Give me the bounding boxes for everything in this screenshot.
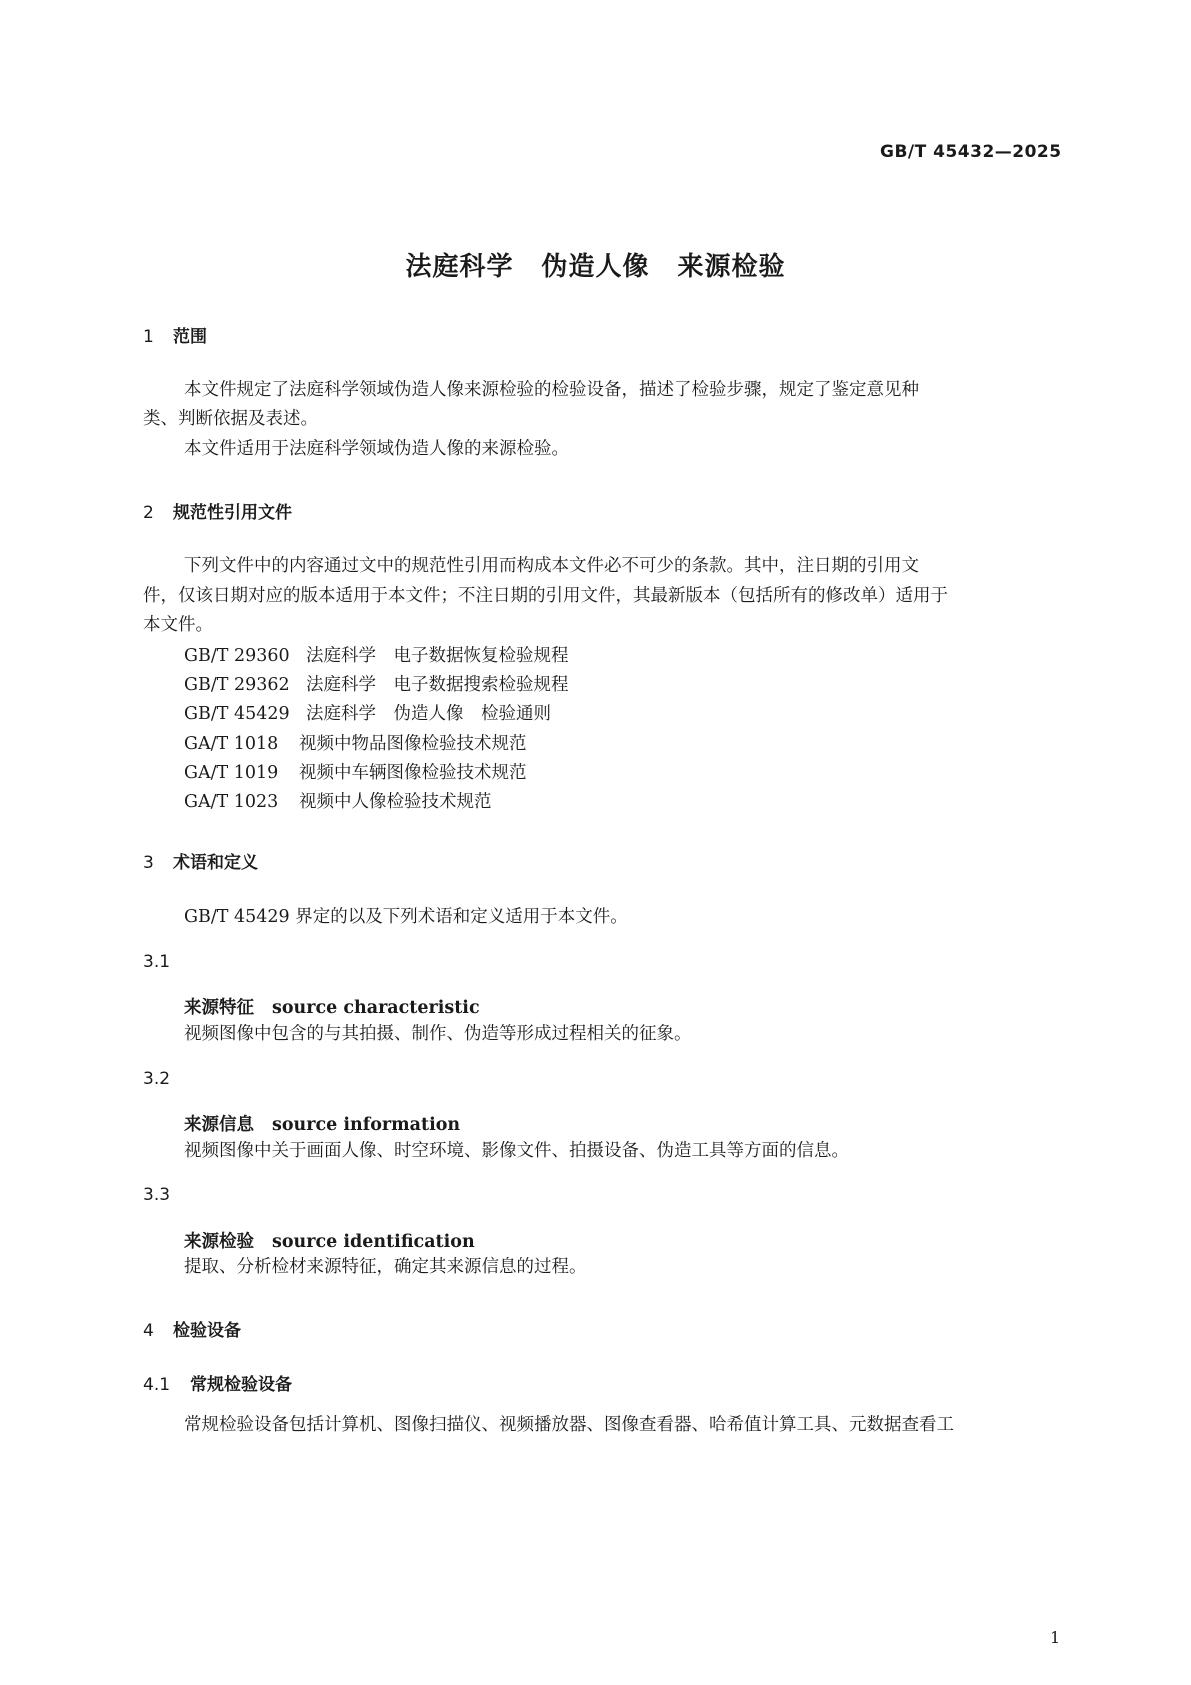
reference-code: GB/T 29362	[184, 675, 290, 695]
reference-item	[184, 788, 492, 813]
section-3-intro: GB/T 45429 界定的以及下列术语和定义适用于本文件。	[184, 907, 628, 927]
section-title: 检验设备	[173, 1321, 241, 1341]
reference-title: 视频中物品图像检验技术规范	[299, 734, 527, 754]
reference-code: GA/T 1018	[184, 734, 279, 754]
reference-item	[184, 759, 527, 784]
reference-code: GA/T 1019	[184, 763, 279, 783]
section-title: 术语和定义	[173, 853, 258, 873]
reference-item	[184, 642, 569, 667]
document-title	[0, 246, 1191, 283]
term-en: source information	[272, 1115, 461, 1135]
section-number: 3	[143, 853, 154, 873]
reference-title: 法庭科学 电子数据搜索检验规程	[306, 675, 569, 695]
term-en: source characteristic	[272, 998, 480, 1018]
reference-title: 法庭科学 伪造人像 检验通则	[306, 704, 551, 724]
term-number: 3.3	[143, 1185, 171, 1205]
term-zh: 来源检验	[184, 1232, 254, 1252]
subsection-4-1-para-line-1: 常规检验设备包括计算机、图像扫描仪、视频播放器、图像查看器、哈希值计算工具、元数据查看工	[184, 1415, 954, 1435]
section-number: 2	[143, 503, 154, 523]
reference-item	[184, 671, 569, 696]
section-title: 范围	[173, 327, 207, 347]
reference-code: GB/T 29360	[184, 646, 290, 666]
section-1-para-2: 本文件适用于法庭科学领域伪造人像的来源检验。	[184, 439, 569, 459]
term-zh: 来源信息	[184, 1115, 254, 1135]
term-number: 3.1	[143, 952, 171, 972]
section-1-para-1-line-2: 类、判断依据及表述。	[143, 409, 318, 429]
title-part-1: 法庭科学	[405, 252, 514, 282]
reference-title: 视频中人像检验技术规范	[299, 792, 492, 812]
standard-code: GB/T 45432—2025	[880, 142, 1062, 162]
section-number: 4	[143, 1321, 154, 1341]
reference-item	[184, 730, 527, 755]
reference-title: 视频中车辆图像检验技术规范	[299, 763, 527, 783]
reference-code: GB/T 45429	[184, 704, 290, 724]
section-number: 1	[143, 327, 154, 347]
term-definition: 提取、分析检材来源特征，确定其来源信息的过程。	[184, 1257, 587, 1277]
term-heading	[184, 994, 480, 1019]
subsection-4-1-heading	[143, 1370, 292, 1395]
reference-item	[184, 700, 551, 725]
section-4-heading	[143, 1316, 241, 1341]
term-heading	[184, 1111, 460, 1136]
reference-title: 法庭科学 电子数据恢复检验规程	[306, 646, 569, 666]
title-part-2: 伪造人像	[541, 252, 650, 282]
page-number: 1	[1050, 1628, 1061, 1647]
subsection-number: 4.1	[143, 1375, 171, 1395]
section-1-heading	[143, 322, 207, 347]
term-en: source identification	[272, 1232, 475, 1252]
term-definition: 视频图像中关于画面人像、时空环境、影像文件、拍摄设备、伪造工具等方面的信息。	[184, 1141, 849, 1161]
section-2-intro-line-2: 件，仅该日期对应的版本适用于本文件；不注日期的引用文件，其最新版本（包括所有的修改单）适用于	[143, 586, 948, 606]
title-part-3: 来源检验	[677, 252, 786, 282]
section-2-heading	[143, 498, 292, 523]
subsection-title: 常规检验设备	[190, 1375, 292, 1395]
section-2-intro-line-3: 本文件。	[143, 615, 213, 635]
term-definition: 视频图像中包含的与其拍摄、制作、伪造等形成过程相关的征象。	[184, 1024, 692, 1044]
term-heading	[184, 1228, 475, 1253]
section-2-intro-line-1: 下列文件中的内容通过文中的规范性引用而构成本文件必不可少的条款。其中，注日期的引用文	[184, 556, 919, 576]
term-number: 3.2	[143, 1069, 171, 1089]
section-title: 规范性引用文件	[173, 503, 292, 523]
reference-code: GA/T 1023	[184, 792, 279, 812]
section-3-heading	[143, 848, 258, 873]
term-zh: 来源特征	[184, 998, 254, 1018]
section-1-para-1-line-1: 本文件规定了法庭科学领域伪造人像来源检验的检验设备，描述了检验步骤，规定了鉴定意见种	[184, 380, 919, 400]
